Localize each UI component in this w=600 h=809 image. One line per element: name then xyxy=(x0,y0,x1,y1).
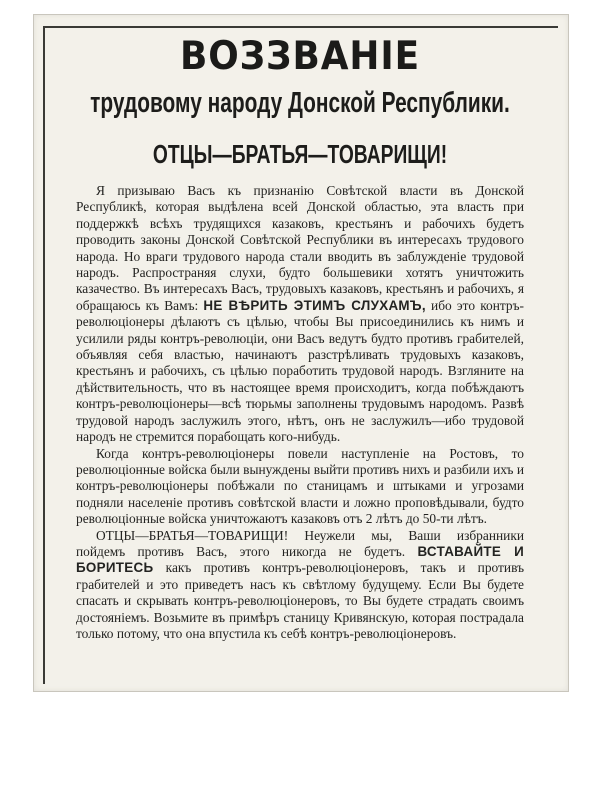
paragraph-2: Когда контръ-революціонеры повели наступленіе на Ростовъ, то революціонные войска были вынуждены выйти противъ нихъ и разбили ихъ и контръ-революціонеры побѣжали по станицамъ и штыками и угрозами подняли населеніе противъ совѣтской власти и ложно проповѣдывали, будто революціонные войска уничтожаютъ казаковъ отъ 2 лѣтъ до 50-ти лѣтъ. xyxy=(76,445,524,527)
paragraph-3 xyxy=(76,528,524,643)
paragraph-3-text: ОТЦЫ—БРАТЬЯ—ТОВАРИЩИ! Неужели мы, Ваши избранники пойдемъ противъ Васъ, этого никогда не будетъ. xyxy=(76,527,524,559)
paragraph-3-emphasis: ВСТАВАЙТЕ И БОРИТЕСЬ xyxy=(76,543,525,576)
paragraph-1-text: Я призываю Васъ къ признанію Совѣтской власти въ Донской Республикѣ, которая выдѣлена всей Донской областью, эта власть при поддержкѣ всѣхъ трудящихся казаковъ, крестьянъ и рабочихъ будетъ проводить законы Донской Совѣтской Республики въ интересахъ трудового народа. Но враги трудового народа стали вводить въ заблужденіе трудовой народъ. Распространяя слухи, будто большевики хотятъ уничтожить казачество. Въ интересахъ Васъ, трудовыхъ казаковъ, крестьянъ и рабочихъ, я обращаюсь къ Вамъ: xyxy=(76,183,524,313)
poster-title: ВОЗЗВАНІЕ xyxy=(179,34,421,79)
paragraph-1-continuation: ибо это контръ-революціонеры дѣлаютъ съ цѣлью, чтобы Вы присоединились къ нимъ и усилили ряды контръ-революціи, они Васъ ведутъ будто противъ грабителей, объявляя себя властью, начинаютъ разстрѣливать трудовыхъ казаковъ, крестьянъ и рабочихъ, съ цѣлью поработить трудовой народъ. Взгляните на дѣйствительность, что въ настоящее время происходитъ, когда побѣждаютъ контръ-революціонеры—всѣ тюрьмы заполнены трудовымъ народомъ. Развѣ трудовой народъ заслужилъ этого, нѣтъ, онъ не заслужилъ—ибо трудовой народъ не стремится порабощать кого-нибудь. xyxy=(76,297,524,445)
paragraph-3-continuation: какъ противъ контръ-революціонеровъ, такъ и противъ грабителей и это приведетъ насъ къ свѣтлому будущему. Если Вы будете спасать и скрывать контръ-революціонеровъ, то Вы будете страдать своимъ достояніемъ. Возьмите въ примѣръ станицу Кривянскую, которая пострадала только потому, что она впустила къ себѣ контръ-революціонеровъ. xyxy=(76,560,524,641)
poster-subtitle: трудовому народу Донской Республики. xyxy=(90,87,510,119)
paragraph-1-emphasis: НЕ ВѢРИТЬ ЭТИМЪ СЛУХАМЪ, xyxy=(203,297,426,313)
poster-slogan: ОТЦЫ—БРАТЬЯ—ТОВАРИЩИ! xyxy=(152,139,448,169)
paragraph-1 xyxy=(76,183,524,446)
poster-body xyxy=(76,183,524,642)
